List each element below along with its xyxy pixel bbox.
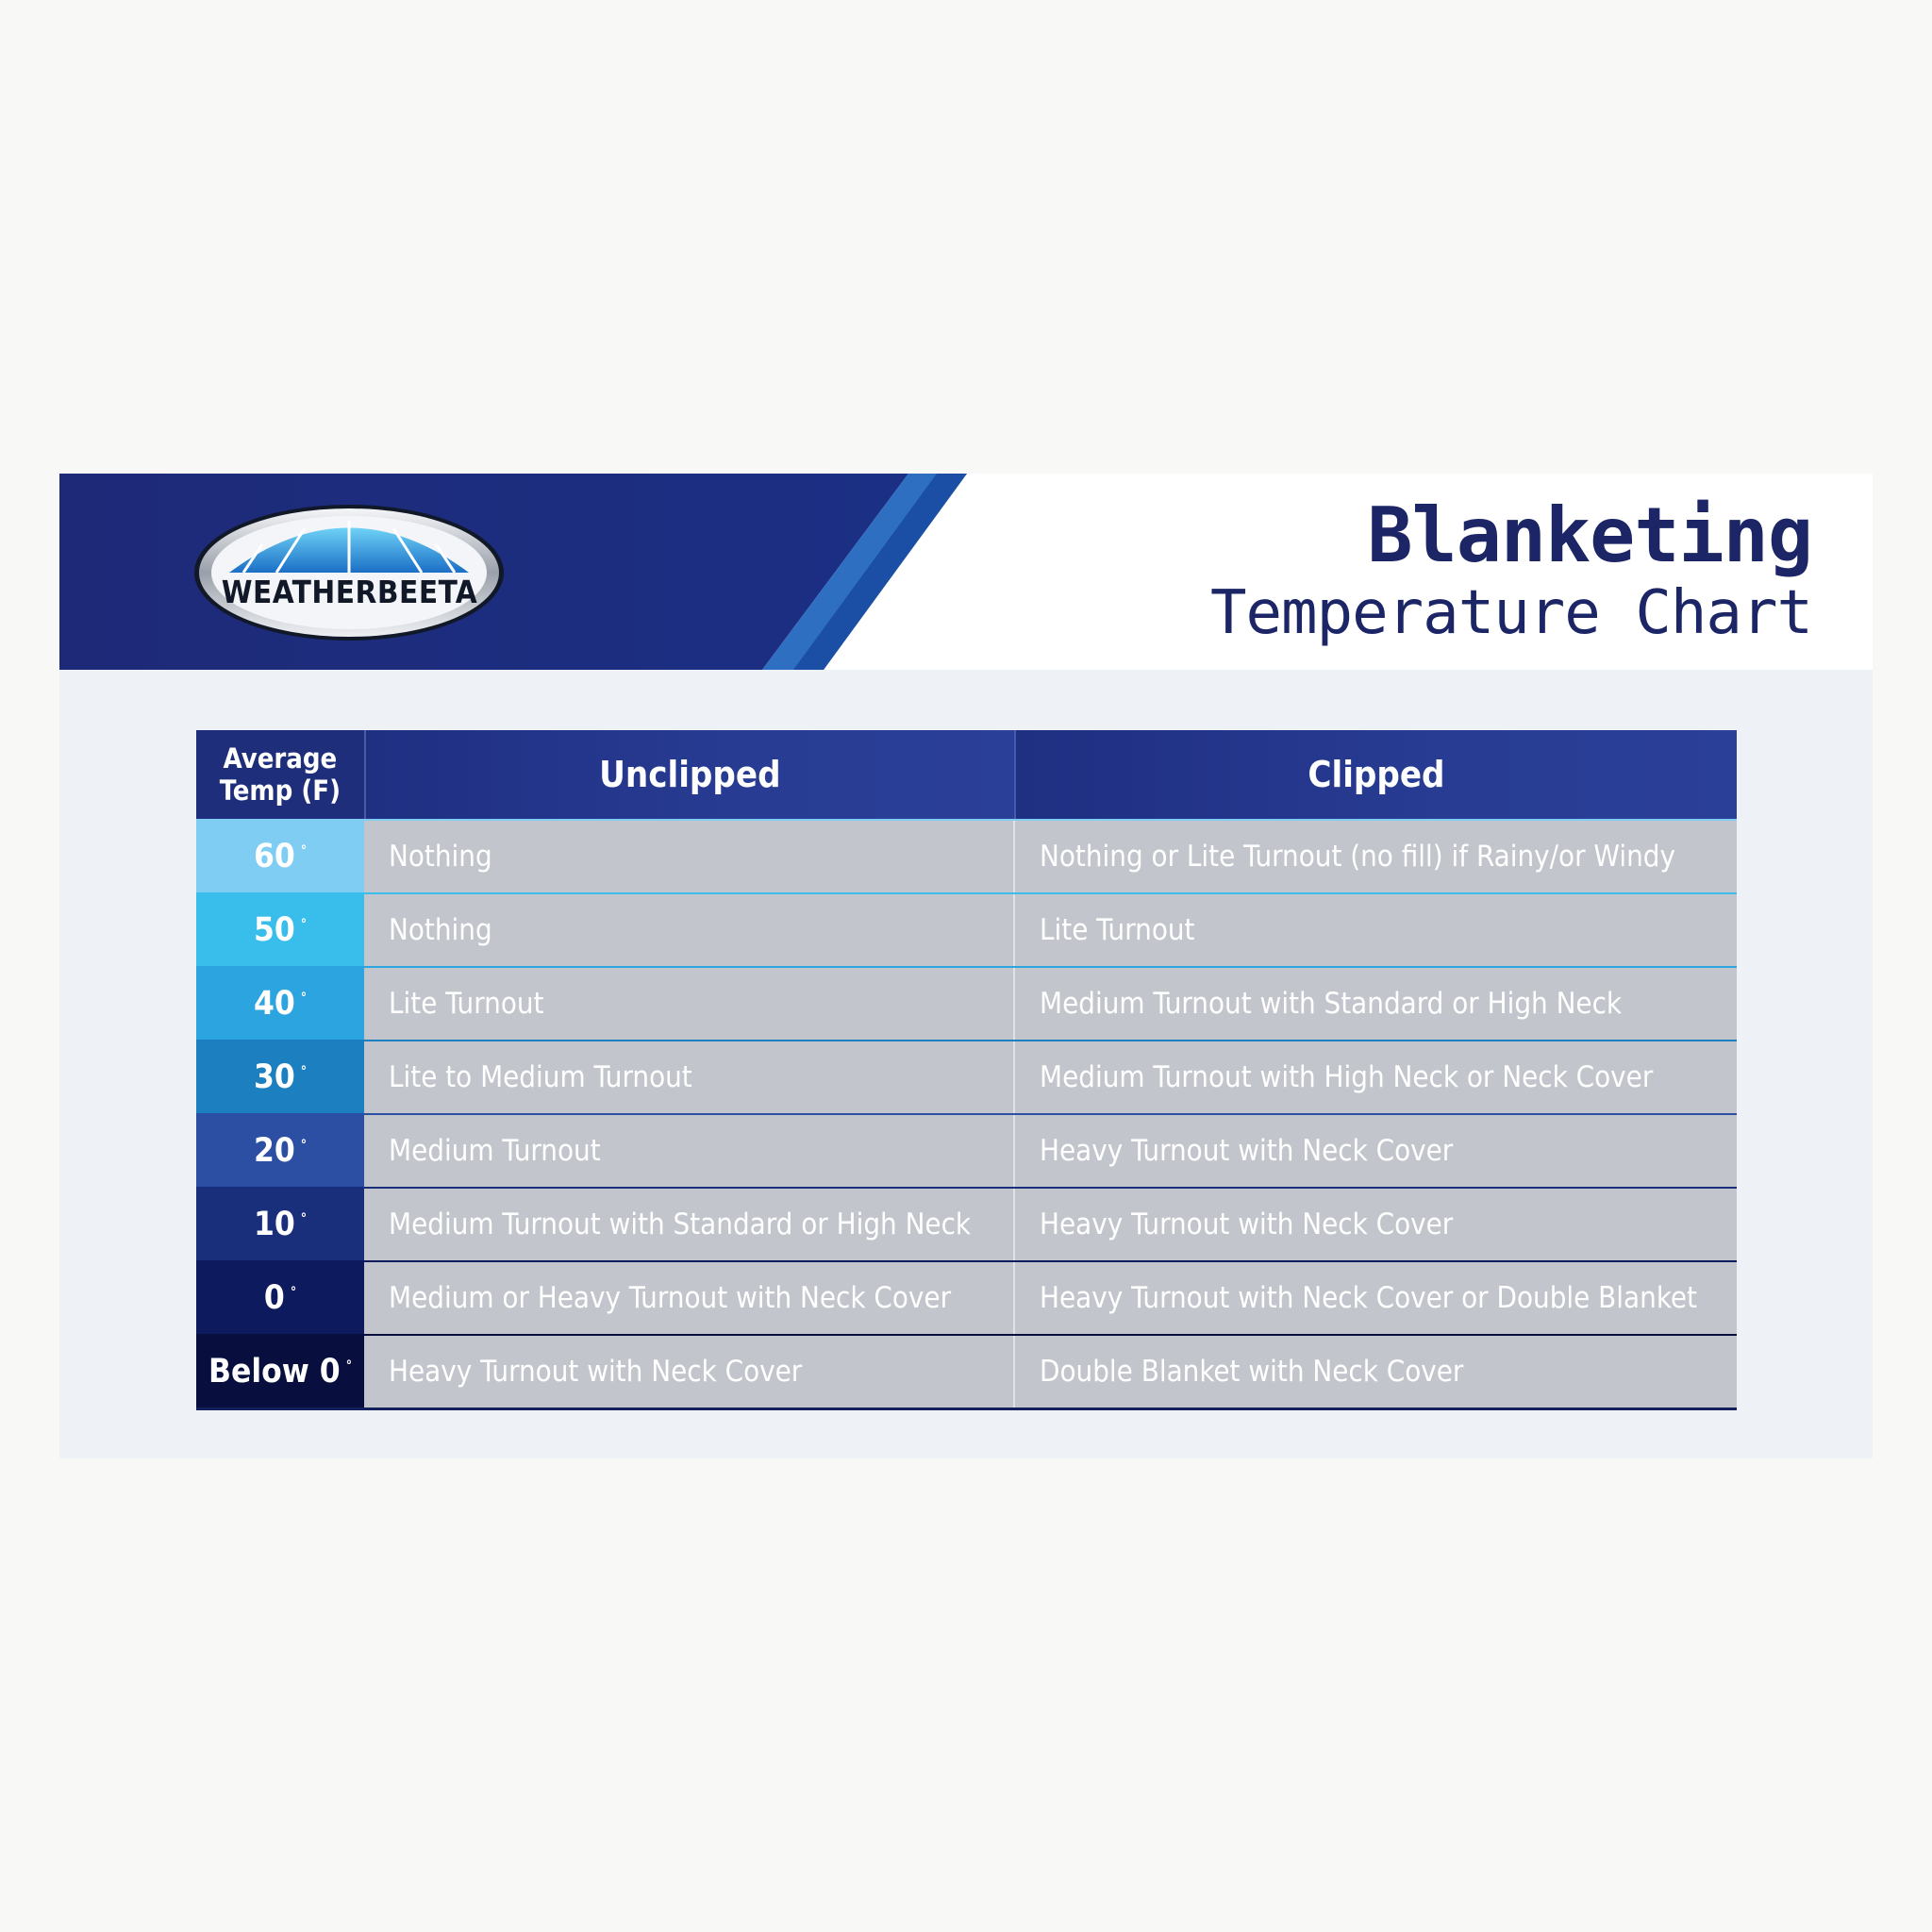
table-row bbox=[196, 819, 1737, 892]
temp-cell bbox=[196, 1189, 364, 1260]
table-row bbox=[196, 1334, 1737, 1407]
unclipped-cell: Nothing bbox=[364, 894, 1013, 966]
clipped-cell: Double Blanket with Neck Cover bbox=[1013, 1336, 1737, 1407]
degree-icon: ° bbox=[290, 1285, 297, 1300]
degree-icon: ° bbox=[300, 1064, 308, 1079]
table-row bbox=[196, 892, 1737, 966]
table-header-row bbox=[196, 730, 1737, 819]
degree-icon: ° bbox=[300, 1211, 308, 1226]
temp-value: 50 bbox=[253, 911, 295, 949]
unclipped-cell: Lite to Medium Turnout bbox=[364, 1041, 1013, 1113]
clipped-cell: Lite Turnout bbox=[1013, 894, 1737, 966]
column-header-unclipped: Unclipped bbox=[364, 730, 1014, 819]
page-title: Blanketing bbox=[1367, 491, 1812, 579]
column-header-clipped: Clipped bbox=[1014, 730, 1737, 819]
temp-cell bbox=[196, 1336, 364, 1407]
column-header-temp-line2: Temp (F) bbox=[219, 774, 341, 807]
temp-cell bbox=[196, 894, 364, 966]
table-row bbox=[196, 1040, 1737, 1113]
unclipped-cell: Medium Turnout bbox=[364, 1115, 1013, 1187]
temp-value: 0 bbox=[263, 1279, 285, 1317]
temp-value: 30 bbox=[253, 1058, 295, 1096]
temp-cell bbox=[196, 1041, 364, 1113]
unclipped-cell: Heavy Turnout with Neck Cover bbox=[364, 1336, 1013, 1407]
temp-value: 60 bbox=[253, 838, 295, 875]
degree-icon: ° bbox=[300, 917, 308, 932]
clipped-cell: Heavy Turnout with Neck Cover bbox=[1013, 1115, 1737, 1187]
temp-cell bbox=[196, 968, 364, 1040]
degree-icon: ° bbox=[300, 991, 308, 1006]
header-banner bbox=[59, 474, 1873, 670]
clipped-cell: Medium Turnout with High Neck or Neck Cover bbox=[1013, 1041, 1737, 1113]
table-body bbox=[196, 819, 1737, 1407]
table-row bbox=[196, 1113, 1737, 1187]
table-row bbox=[196, 966, 1737, 1040]
table-row bbox=[196, 1260, 1737, 1334]
logo-wordmark: WEATHERBEETA bbox=[221, 574, 478, 610]
chart-card bbox=[59, 474, 1873, 1458]
column-header-temp bbox=[196, 730, 364, 819]
title-block bbox=[1209, 491, 1812, 649]
table-row bbox=[196, 1187, 1737, 1260]
degree-icon: ° bbox=[300, 843, 308, 858]
unclipped-cell: Medium or Heavy Turnout with Neck Cover bbox=[364, 1262, 1013, 1334]
column-header-temp-line1: Average bbox=[223, 742, 338, 774]
clipped-cell: Nothing or Lite Turnout (no fill) if Rainy/or Windy bbox=[1013, 821, 1737, 892]
temp-value: 20 bbox=[253, 1132, 295, 1170]
temp-value: Below 0 bbox=[208, 1353, 341, 1391]
blanketing-table bbox=[196, 730, 1737, 1410]
clipped-cell: Heavy Turnout with Neck Cover bbox=[1013, 1189, 1737, 1260]
temp-cell bbox=[196, 1115, 364, 1187]
temp-cell bbox=[196, 821, 364, 892]
page-subtitle: Temperature Chart bbox=[1209, 578, 1812, 648]
clipped-cell: Heavy Turnout with Neck Cover or Double Blanket bbox=[1013, 1262, 1737, 1334]
weatherbeeta-logo bbox=[192, 502, 508, 643]
clipped-cell: Medium Turnout with Standard or High Neck bbox=[1013, 968, 1737, 1040]
unclipped-cell: Nothing bbox=[364, 821, 1013, 892]
temp-value: 10 bbox=[253, 1206, 295, 1243]
temp-cell bbox=[196, 1262, 364, 1334]
degree-icon: ° bbox=[345, 1358, 353, 1374]
temp-value: 40 bbox=[253, 985, 295, 1023]
degree-icon: ° bbox=[300, 1138, 308, 1153]
unclipped-cell: Medium Turnout with Standard or High Neck bbox=[364, 1189, 1013, 1260]
unclipped-cell: Lite Turnout bbox=[364, 968, 1013, 1040]
